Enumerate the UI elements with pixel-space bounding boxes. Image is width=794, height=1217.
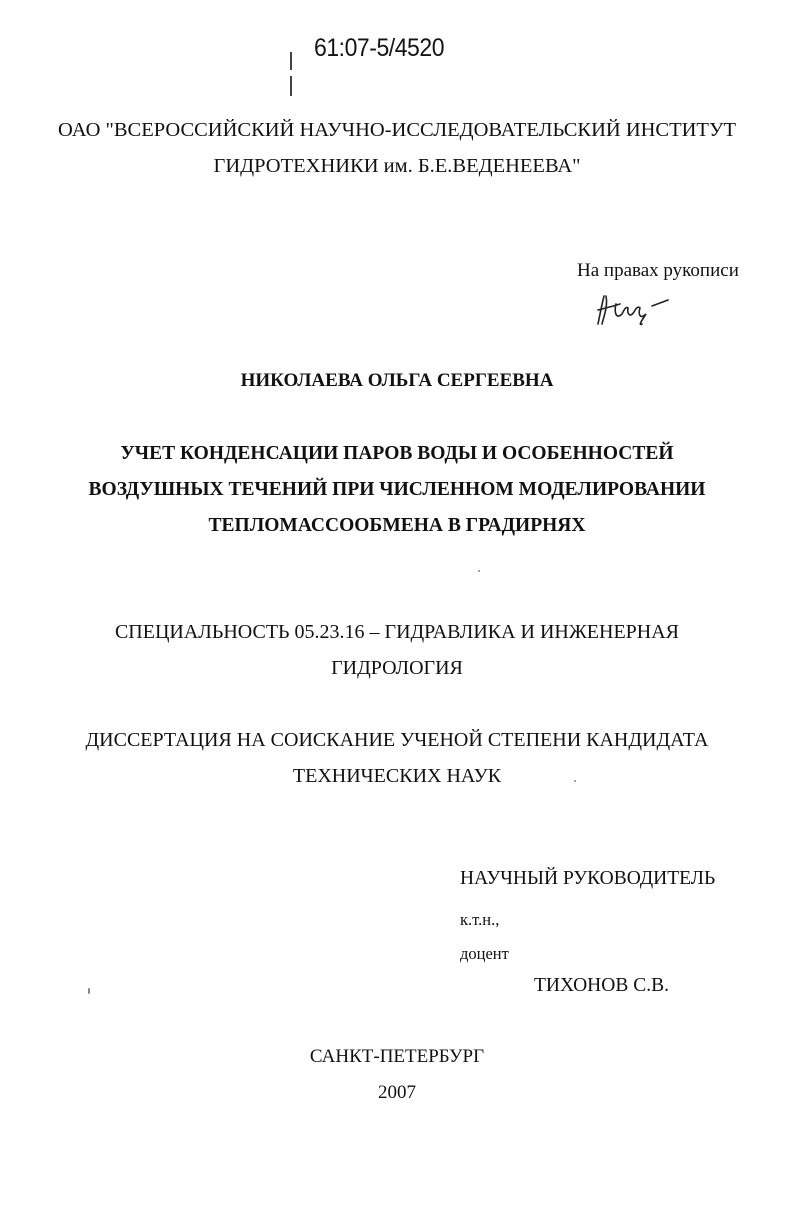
supervisor-rank: доцент <box>460 944 509 963</box>
title-line-1: УЧЕТ КОНДЕНСАЦИИ ПАРОВ ВОДЫ И ОСОБЕННОСТЕЙ <box>120 443 674 464</box>
supervisor-label: НАУЧНЫЙ РУКОВОДИТЕЛЬ <box>460 868 716 889</box>
title-line-3: ТЕПЛОМАССООБМЕНА В ГРАДИРНЯХ <box>208 515 586 536</box>
year: 2007 <box>378 1082 416 1103</box>
archive-code: 61:07-5/4520 <box>314 34 445 62</box>
institute-name-line-2: ГИДРОТЕХНИКИ им. Б.Е.ВЕДЕНЕЕВА" <box>213 155 581 177</box>
supervisor-degree: к.т.н., <box>460 910 500 929</box>
author-name: НИКОЛАЕВА ОЛЬГА СЕРГЕЕВНА <box>240 370 554 391</box>
scan-speck <box>574 780 576 782</box>
city: САНКТ-ПЕТЕРБУРГ <box>309 1046 485 1067</box>
handwritten-signature <box>594 290 674 330</box>
dissertation-line-2: ТЕХНИЧЕСКИХ НАУК <box>292 765 502 787</box>
scan-mark <box>290 52 292 70</box>
title-line-2: ВОЗДУШНЫХ ТЕЧЕНИЙ ПРИ ЧИСЛЕННОМ МОДЕЛИРОВАНИИ <box>88 479 706 500</box>
dissertation-line-1: ДИССЕРТАЦИЯ НА СОИСКАНИЕ УЧЕНОЙ СТЕПЕНИ КАНДИДАТА <box>85 729 709 751</box>
scan-speck <box>88 988 90 994</box>
manuscript-rights-label: На правах рукописи <box>577 260 739 281</box>
institute-name-line-1: ОАО "ВСЕРОССИЙСКИЙ НАУЧНО-ИССЛЕДОВАТЕЛЬСКИЙ ИНСТИТУТ <box>58 119 736 141</box>
scan-mark <box>290 76 292 96</box>
specialty-line-2: ГИДРОЛОГИЯ <box>331 657 463 679</box>
scan-speck <box>478 570 480 572</box>
supervisor-name: ТИХОНОВ С.В. <box>534 975 669 996</box>
specialty-line-1: СПЕЦИАЛЬНОСТЬ 05.23.16 – ГИДРАВЛИКА И ИНЖЕНЕРНАЯ <box>114 621 680 643</box>
